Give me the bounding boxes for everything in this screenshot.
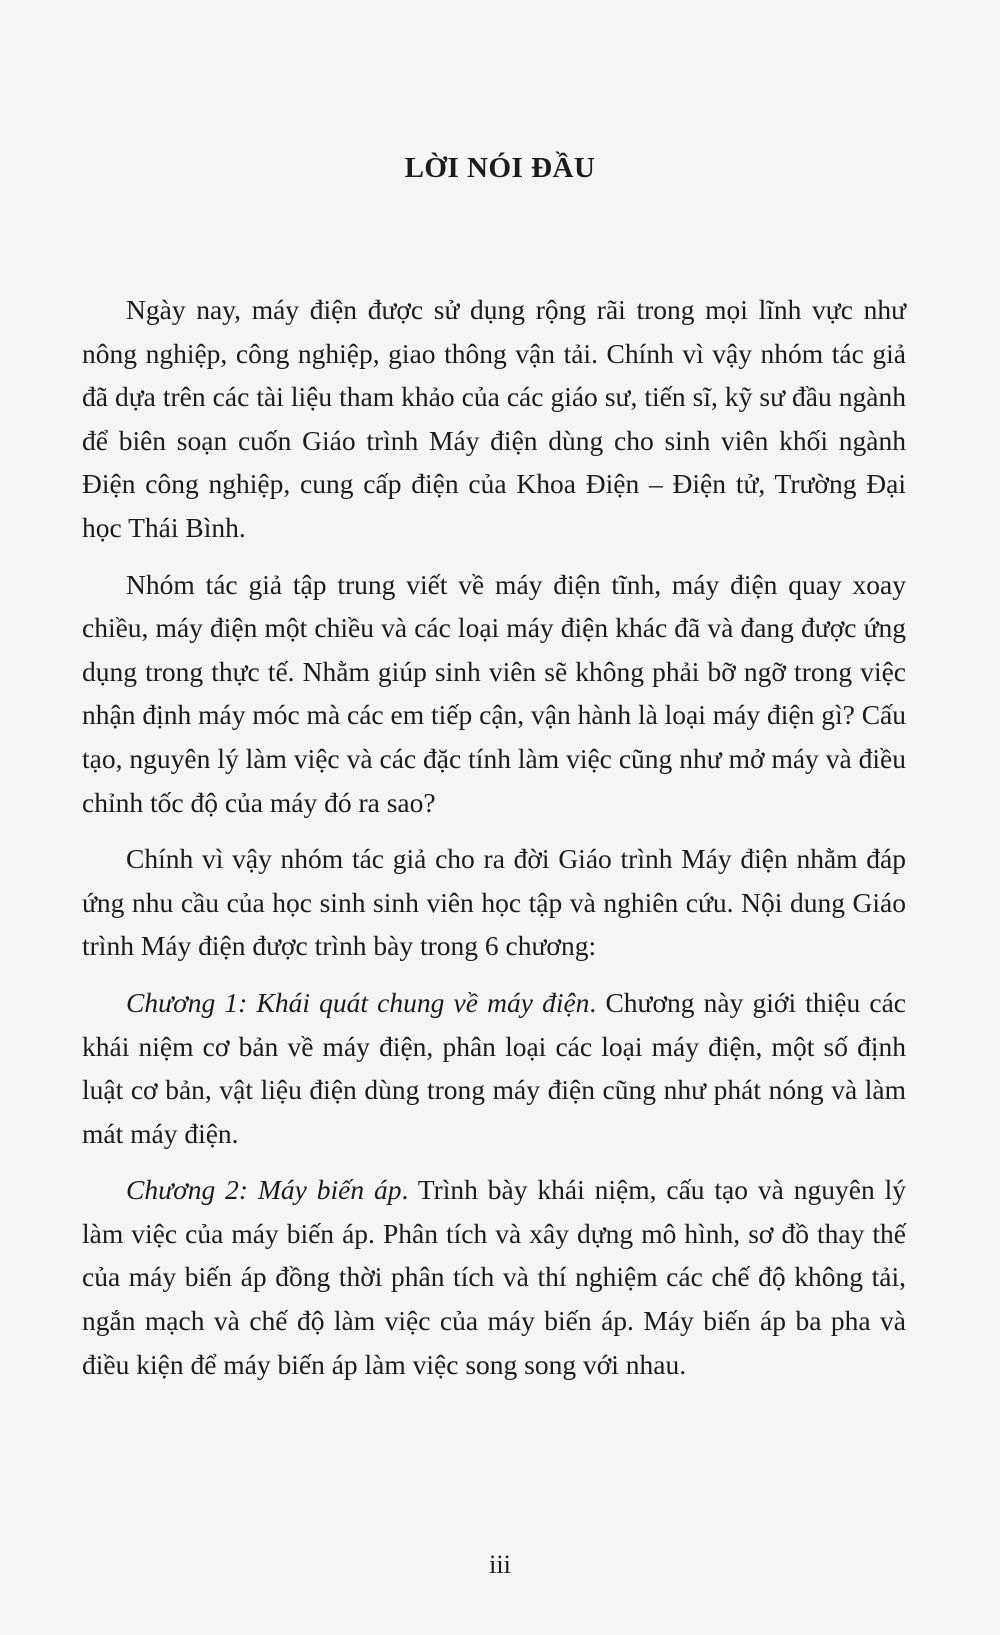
paragraph-text: . Chương này giới thiệu các khái niệm cơ bản về máy điện, phân loại các loại máy điện, một số định luật cơ bản, vật liệu điện dùng trong máy điện cũng như phát nóng và làm mát máy điện.	[82, 986, 906, 1149]
paragraph-4	[82, 981, 906, 1155]
paragraph-text: Ngày nay, máy điện được sử dụng rộng rãi trong mọi lĩnh vực như nông nghiệp, công nghiệp, giao thông vận tải. Chính vì vậy nhóm tác giả đã dựa trên các tài liệu tham khảo của các giáo sư, tiến sĩ, kỹ sư đầu ngành để biên soạn cuốn Giáo trình Máy điện dùng cho sinh viên khối ngành Điện công nghiệp, cung cấp điện của Khoa Điện – Điện tử, Trường Đại học Thái Bình.	[82, 294, 906, 543]
paragraph-text: Chính vì vậy nhóm tác giả cho ra đời Giáo trình Máy điện nhằm đáp ứng nhu cầu của học sinh sinh viên học tập và nghiên cứu. Nội dung Giáo trình Máy điện được trình bày trong 6 chương:	[82, 843, 906, 962]
paragraph-2	[82, 563, 906, 825]
page-title: LỜI NÓI ĐẦU	[404, 152, 596, 184]
paragraph-1	[82, 288, 906, 550]
body-text	[82, 288, 906, 1386]
paragraph-lead: Chương 1: Khái quát chung về máy điện	[126, 986, 590, 1018]
paragraph-lead: Chương 2: Máy biến áp	[126, 1174, 402, 1206]
page-number: iii	[489, 1550, 511, 1579]
paragraph-text: Nhóm tác giả tập trung viết về máy điện tĩnh, máy điện quay xoay chiều, máy điện một chiều và các loại máy điện khác đã và đang được ứng dụng trong thực tế. Nhằm giúp sinh viên sẽ không phải bỡ ngỡ trong việc nhận định máy móc mà các em tiếp cận, vận hành là loại máy điện gì? Cấu tạo, nguyên lý làm việc và các đặc tính làm việc cũng như mở máy và điều chỉnh tốc độ của máy đó ra sao?	[82, 568, 906, 818]
paragraph-text: . Trình bày khái niệm, cấu tạo và nguyên lý làm việc của máy biến áp. Phân tích và xây dựng mô hình, sơ đồ thay thế của máy biến áp đồng thời phân tích và thí nghiệm các chế độ không tải, ngắn mạch và chế độ làm việc của máy biến áp. Máy biến áp ba pha và điều kiện để máy biến áp làm việc song song với nhau.	[82, 1174, 906, 1380]
paragraph-5	[82, 1168, 906, 1386]
paragraph-3	[82, 837, 906, 968]
